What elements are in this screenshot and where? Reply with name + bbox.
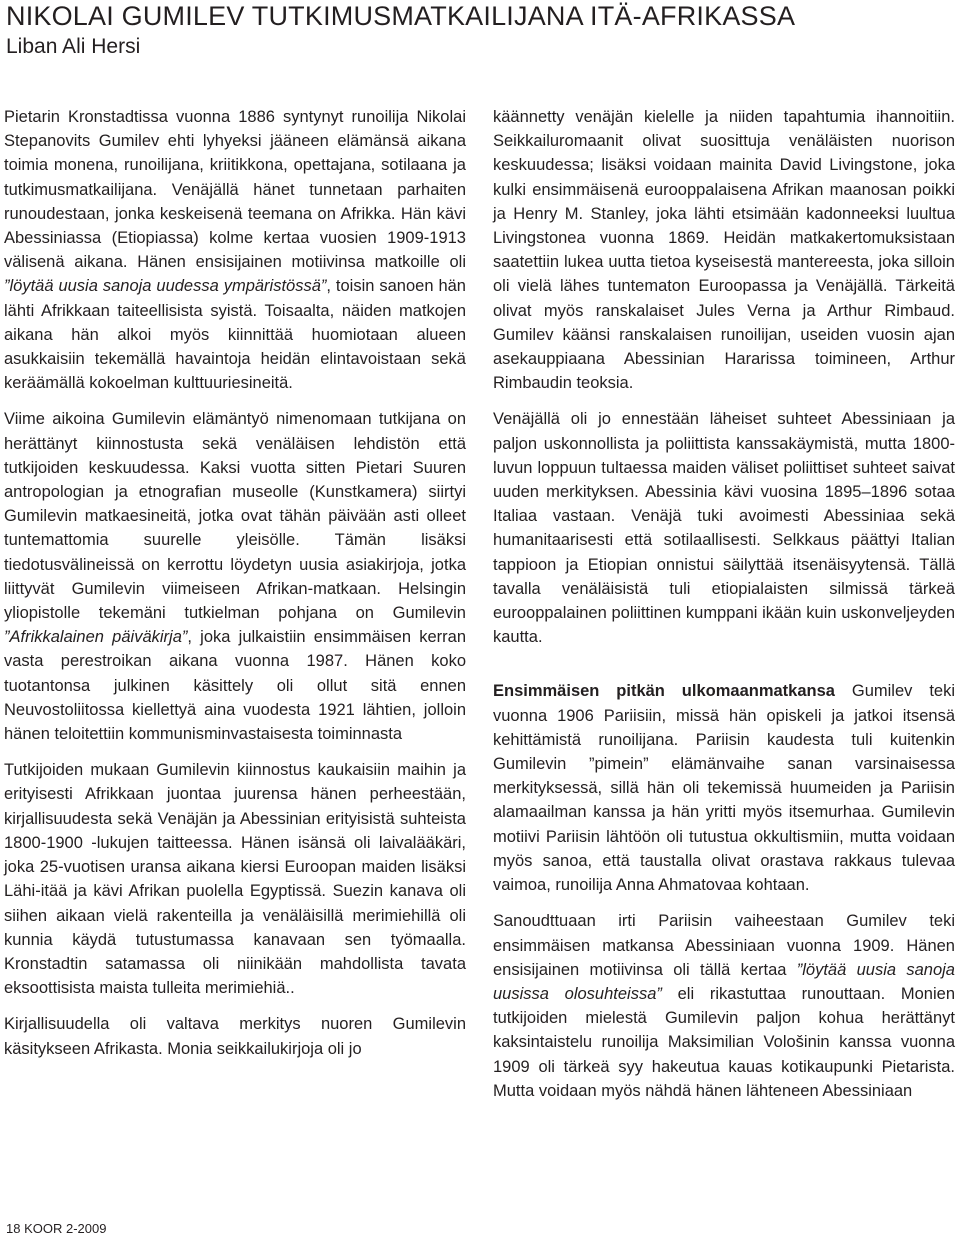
page-footer: 18 KOOR 2-2009 — [6, 1221, 107, 1236]
paragraph — [4, 105, 466, 395]
paragraph-text: Viime aikoina Gumilevin elämäntyö nimenomaan tutkijana on herättänyt kiinnostusta sekä venäläisen lehdistön että tutkijoiden keskuudessa. Kaksi vuotta sitten Pietari Suuren antropologian ja etnografian museolle (Kunstkamera) siirtyi Gumilevin matkaesineitä, jotka ovat tähän päivään asti olleet tuntemattomia suurelle yleisölle. Tämän lisäksi tiedotusvälineissä on kerrottu löydetyn uusia asiakirjoja, jotka liittyvät Gumilevin viimeiseen Afrikan-matkaan. Helsingin yliopistolle tekemäni tutkielman pohjana on Gumilevin — [4, 410, 466, 623]
paragraph-text: Sanoudttuaan irti Pariisin vaiheestaan Gumilev teki ensimmäisen matkansa Abessiniaan vuonna 1909. Hänen ensisijainen motiivinsa oli tällä kertaa — [493, 912, 955, 979]
paragraph: Venäjällä oli jo ennestään läheiset suhteet Abessiniaan ja paljon uskonnollista ja poliittista kanssakäymistä, mutta 1800-luvun loppuun tultaessa maiden väliset poliittiset suhteet saivat uuden merkityksen. Abessinia kävi vuosina 1895–1896 sotaa Italiaa vastaan. Venäjä tuki avoimesti Abessiniaa sekä humanitaarisesti että sotilaallisesti. Selkkaus päättyi Italian tappioon ja Etiopian onnistui säilyttää itsenäisyytensä. Tällä tavalla venäläisistä tuli etiopialaisten silmissä tärkeä eurooppalainen poliittinen kumppani ikään kuin uskonveljeyden kautta. — [493, 410, 955, 647]
paragraph: Kirjallisuudella oli valtava merkitys nuoren Gumilevin käsitykseen Afrikasta. Monia seikkailukirjoja oli jo — [4, 1015, 466, 1058]
paragraph: käännetty venäjän kielelle ja niiden tapahtumia ihannoitiin. Seikkailuromaanit olivat suosittuja venäläisten nuorison keskuudessa; lisäksi voidaan mainita David Livingstone, joka kulki ensimmäisenä eurooppalaisena Afrikan maanosan poikki ja Henry M. Stanley, joka lähti etsimään kadonneeksi luultua Livingstonea vuonna 1869. Heidän matkakertomuksistaan saatettiin lukea uutta tietoa kyseisestä mantereesta, joka silloin oli vielä lähes tuntematon Euroopassa ja Venäjällä. Tärkeitä olivat myös ranskalaiset Jules Verna ja Arthur Rimbaud. Gumilev käänsi ranskalaisen runoilijan, useiden vuosin ajan asekauppiaana Abessinian Hararissa toimineen, Arthur Rimbaudin teoksia. — [493, 108, 955, 393]
book-title-text: ”Afrikkalainen päiväkirja” — [4, 628, 188, 647]
quote-text: ”löytää uusia sanoja uusissa olosuhteissa” — [493, 960, 955, 1003]
article-author: Liban Ali Hersi — [6, 35, 141, 58]
quote-text: ”löytää uusia sanoja uudessa ympäristössä” — [4, 277, 327, 296]
lead-in-bold: Ensimmäisen pitkän ulkomaanmatkansa — [493, 682, 835, 701]
paragraph-text: Pietarin Kronstadtissa vuonna 1886 syntynyt runoilija Nikolai Stepanovits Gumilev ehti lyhyeksi jääneen elämänsä aikana toimia monena, runoilijana, kriitikkona, opettajana, sotilaana ja tutkimusmatkailijana. Venäjällä hänet tunnetaan parhaiten runoudestaan, jonka keskeisenä teemana on Afrikka. Hän kävi Abessiniassa (Etiopiassa) kolme kertaa vuosien 1909-1913 välisenä aikana. Hänen ensisijainen motiivinsa matkoille oli — [4, 108, 466, 272]
paragraph: Tutkijoiden mukaan Gumilevin kiinnostus kaukaisiin maihin ja erityisesti Afrikkaan juontaa juurensa hänen perheestään, kirjallisuudesta sekä Venäjän ja Abessinian erityisistä suhteista 1800-1900 -lukujen taitteessa. Hänen isänsä oli laivalääkäri, joka 25-vuotisen uransa aikana kiersi Euroopan maiden lisäksi Lähi-itää ja kävi Afrikan puolella Egyptissä. Suezin kanava oli siihen aikaan vielä rakenteilla ja venäläisillä merimiehillä oli kunnia käydä tutustumassa kanavaan sen työmaalla. Kronstadtin satamassa oli niinikään mahdollista tavata eksoottisista maista tulleita merimiehiä.. — [4, 761, 466, 998]
paragraph-text: eli rikastuttaa runouttaan. Monien tutkijoiden mielestä Gumilevin paljon kohua herättänyt kaksintaistelu runoilija Maksimilian Vološinin kanssa vuonna 1909 oli tärkeä syy hakeutua kauas kotikaupunki Pietarista. Mutta voidaan myös nähdä hänen lähteneen Abessiniaan — [493, 984, 955, 1100]
paragraph — [493, 909, 955, 1103]
paragraph — [493, 679, 955, 897]
right-column — [493, 105, 955, 1115]
paragraph-text: , toisin sanoen hän lähti Afrikkaan taiteellisista syistä. Toisaalta, näiden matkojen aikana hän alkoi myös kiinnittää huomiotaan alueen asukkaisiin tekemällä havaintoja heidän elintavoistaan sekä keräämällä kokoelman kulttuuriesineitä. — [4, 277, 466, 393]
paragraph — [4, 407, 466, 746]
left-column — [4, 105, 466, 1073]
paragraph-text: , joka julkaistiin ensimmäisen kerran vasta perestroikan aikana vuonna 1987. Hänen koko tuotantonsa julkinen käsittely oli ollut sitä ennen Neuvostoliitossa kiellettyä aina vuodesta 1921 lähtien, jolloin hänen teloitettiin kommunisminvastaisesta toiminnasta — [4, 628, 466, 744]
paragraph-text: Gumilev teki vuonna 1906 Pariisiin, missä hän opiskeli ja jatkoi itsensä kehittämistä runoilijana. Pariisin kaudesta tuli kuitenkin Gumilevin ”pimein” elämänvaihe sanan varsinaisessa merkityksessä, sillä hän oli tekemissä huumeiden ja Pariisin alamaailman kanssa ja hän yritti myös itsemurhaa. Gumilevin motiivi Pariisin lähtöön oli tutustua okkultismiin, mutta voidaan myös sanoa, että taustalla olivat orastava rakkaus tulevaa vaimoa, runoilija Anna Ahmatovaa kohtaan. — [493, 682, 955, 895]
article-title: NIKOLAI GUMILEV TUTKIMUSMATKAILIJANA ITÄ-AFRIKASSA — [6, 1, 796, 31]
